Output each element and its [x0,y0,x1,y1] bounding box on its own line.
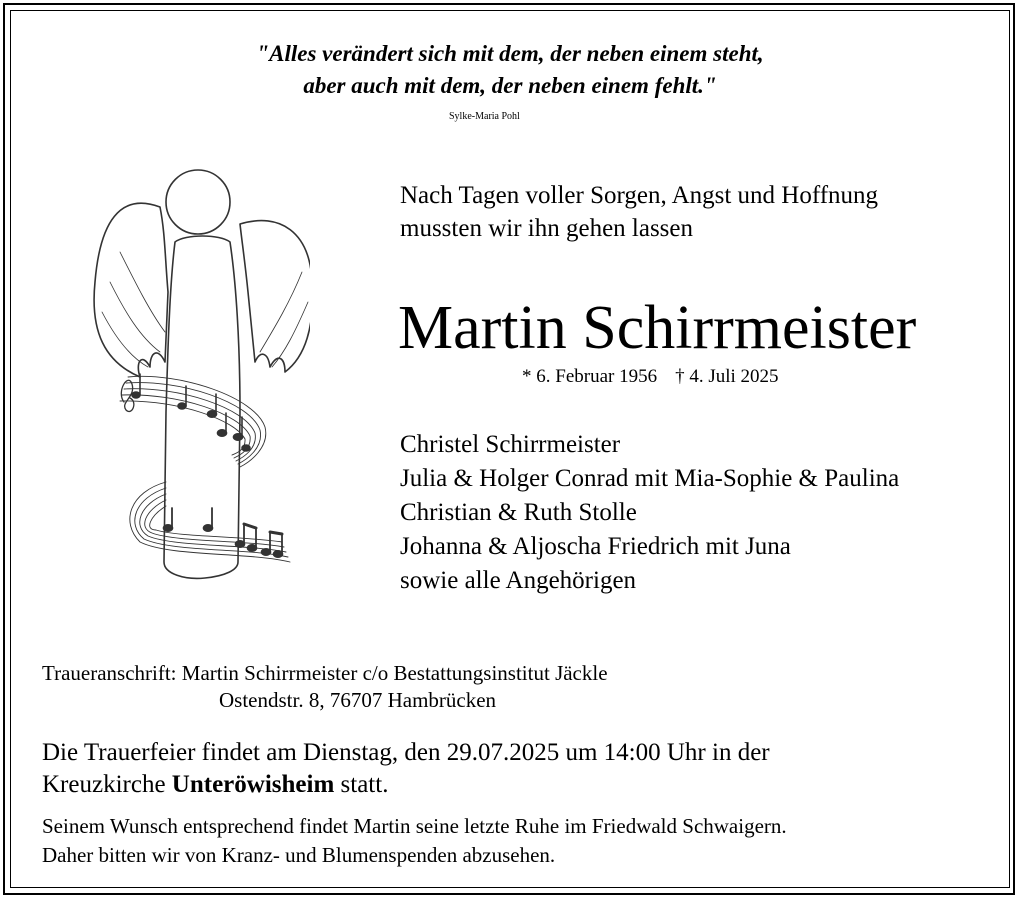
quote-author: Sylke-Maria Pohl [449,111,520,122]
quote-line-1: "Alles verändert sich mit dem, der neben einem steht, [256,41,764,66]
funeral-service-info [42,737,770,801]
intro-line-1: Nach Tagen voller Sorgen, Angst und Hoffnung [400,182,879,209]
birth-date: * 6. Februar 1956 [522,366,658,387]
mourner-item: Johanna & Aljoscha Friedrich mit Juna [400,533,791,560]
angel-with-music-notes-icon [80,162,310,622]
wish-line-1: Seinem Wunsch entsprechend findet Martin seine letzte Ruhe im Friedwald Schwaigern. [42,814,787,838]
death-date: † 4. Juli 2025 [675,366,779,387]
quote-line-2: aber auch mit dem, der neben einem fehlt." [303,73,717,98]
intro-text [400,179,878,245]
service-line-2 [42,769,770,801]
mourner-item: Julia & Holger Conrad mit Mia-Sophie & Paulina [400,465,900,492]
service-place: Unteröwisheim [171,771,335,798]
life-dates [522,366,779,388]
mourners-list [400,428,899,598]
mourning-address [42,660,608,714]
service-suffix: statt. [340,771,389,798]
deceased-name: Martin Schirrmeister [398,294,917,362]
final-wish [42,812,787,870]
church-name: Kreuzkirche [42,771,166,798]
address-label: Traueranschrift: [42,661,177,685]
intro-line-2: mussten wir ihn gehen lassen [400,215,694,242]
address-line-2: Ostendstr. 8, 76707 Hambrücken [219,688,497,712]
memorial-quote [0,38,1020,102]
mourner-item: Christel Schirrmeister [400,431,621,458]
service-line-1: Die Trauerfeier findet am Dienstag, den 29.07.2025 um 14:00 Uhr in der [42,739,770,766]
mourner-item: Christian & Ruth Stolle [400,499,637,526]
address-line-1: Martin Schirrmeister c/o Bestattungsinstitut Jäckle [181,661,608,685]
wish-line-2: Daher bitten wir von Kranz- und Blumenspenden abzusehen. [42,843,556,867]
mourner-item: sowie alle Angehörigen [400,567,637,594]
